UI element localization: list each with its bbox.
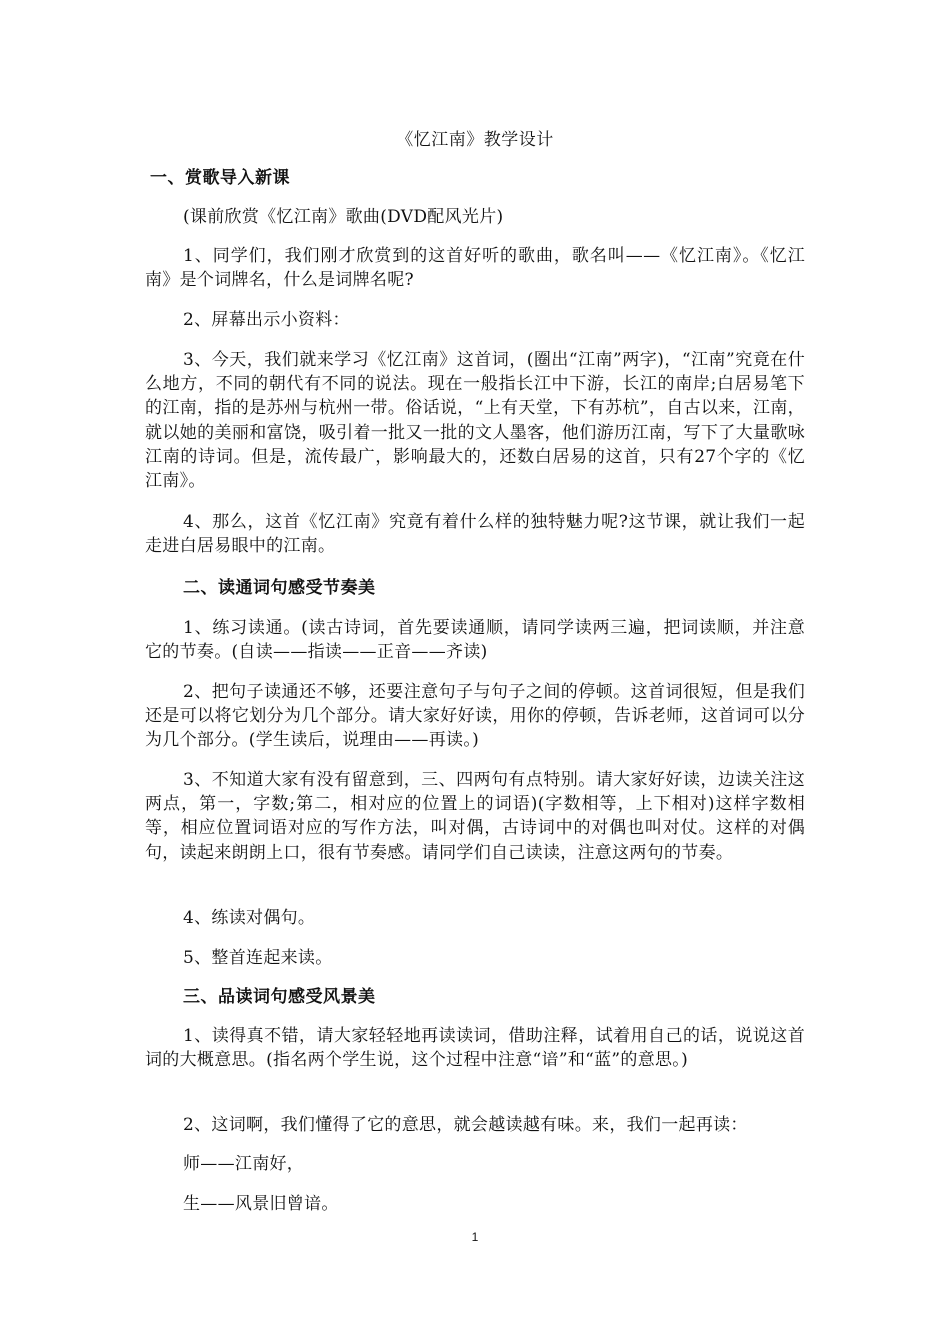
paragraph: 1、同学们，我们刚才欣赏到的这首好听的歌曲，歌名叫——《忆江南》。《忆江南》是个词牌名，什么是词牌名呢?: [145, 246, 805, 291]
section-heading-1: 一、赏歌导入新课: [150, 168, 290, 188]
section-heading-3: 三、品读词句感受风景美: [183, 987, 376, 1007]
paragraph: 3、不知道大家有没有留意到，三、四两句有点特别。请大家好好读，边读关注这两点，第一，字数;第二，相对应的位置上的词语)(字数相等，上下相对)这样字数相等，相应位置词语对应的写作方法，叫对偶，古诗词中的对偶也叫对仗。这样的对偶句，读起来朗朗上口，很有节奏感。请同学们自己读读，注意这两句的节奏。: [145, 770, 805, 863]
section-heading-2: 二、读通词句感受节奏美: [183, 578, 376, 598]
paragraph: 2、屏幕出示小资料：: [183, 310, 350, 330]
paragraph: 师——江南好，: [183, 1154, 305, 1174]
paragraph: 2、这词啊，我们懂得了它的意思，就会越读越有味。来，我们一起再读：: [183, 1115, 748, 1135]
paragraph: 1、读得真不错，请大家轻轻地再读读词，借助注释，试着用自己的话，说说这首词的大概意思。(指名两个学生说，这个过程中注意“谙”和“蓝”的意思。): [145, 1026, 805, 1071]
paragraph: 4、练读对偶句。: [183, 908, 316, 928]
page-number: 1: [471, 1230, 479, 1244]
paragraph: 1、练习读通。(读古诗词，首先要读通顺，请同学读两三遍，把词读顺，并注意它的节奏。(自读——指读——正音——齐读): [145, 618, 805, 663]
document-title: 《忆江南》教学设计: [396, 130, 554, 150]
paragraph: 4、那么，这首《忆江南》究竟有着什么样的独特魅力呢?这节课，就让我们一起走进白居易眼中的江南。: [145, 512, 805, 557]
paragraph: 2、把句子读通还不够，还要注意句子与句子之间的停顿。这首词很短，但是我们还是可以将它划分为几个部分。请大家好好读，用你的停顿，告诉老师，这首词可以分为几个部分。(学生读后，说理由——再读。): [145, 682, 805, 751]
paragraph: (课前欣赏《忆江南》歌曲(DVD配风光片): [183, 207, 504, 227]
paragraph: 3、今天，我们就来学习《忆江南》这首词，(圈出“江南”两字)，“江南”究竟在什么地方，不同的朝代有不同的说法。现在一般指长江中下游，长江的南岸;白居易笔下的江南，指的是苏州与杭州一带。俗话说，“上有天堂，下有苏杭”，自古以来，江南，就以她的美丽和富饶，吸引着一批又一批的文人墨客，他们游历江南，写下了大量歌咏江南的诗词。但是，流传最广，影响最大的，还数白居易的这首，只有27个字的《忆江南》。: [145, 350, 805, 492]
paragraph: 5、整首连起来读。: [183, 948, 333, 968]
paragraph: 生——风景旧曾谙。: [183, 1194, 339, 1214]
